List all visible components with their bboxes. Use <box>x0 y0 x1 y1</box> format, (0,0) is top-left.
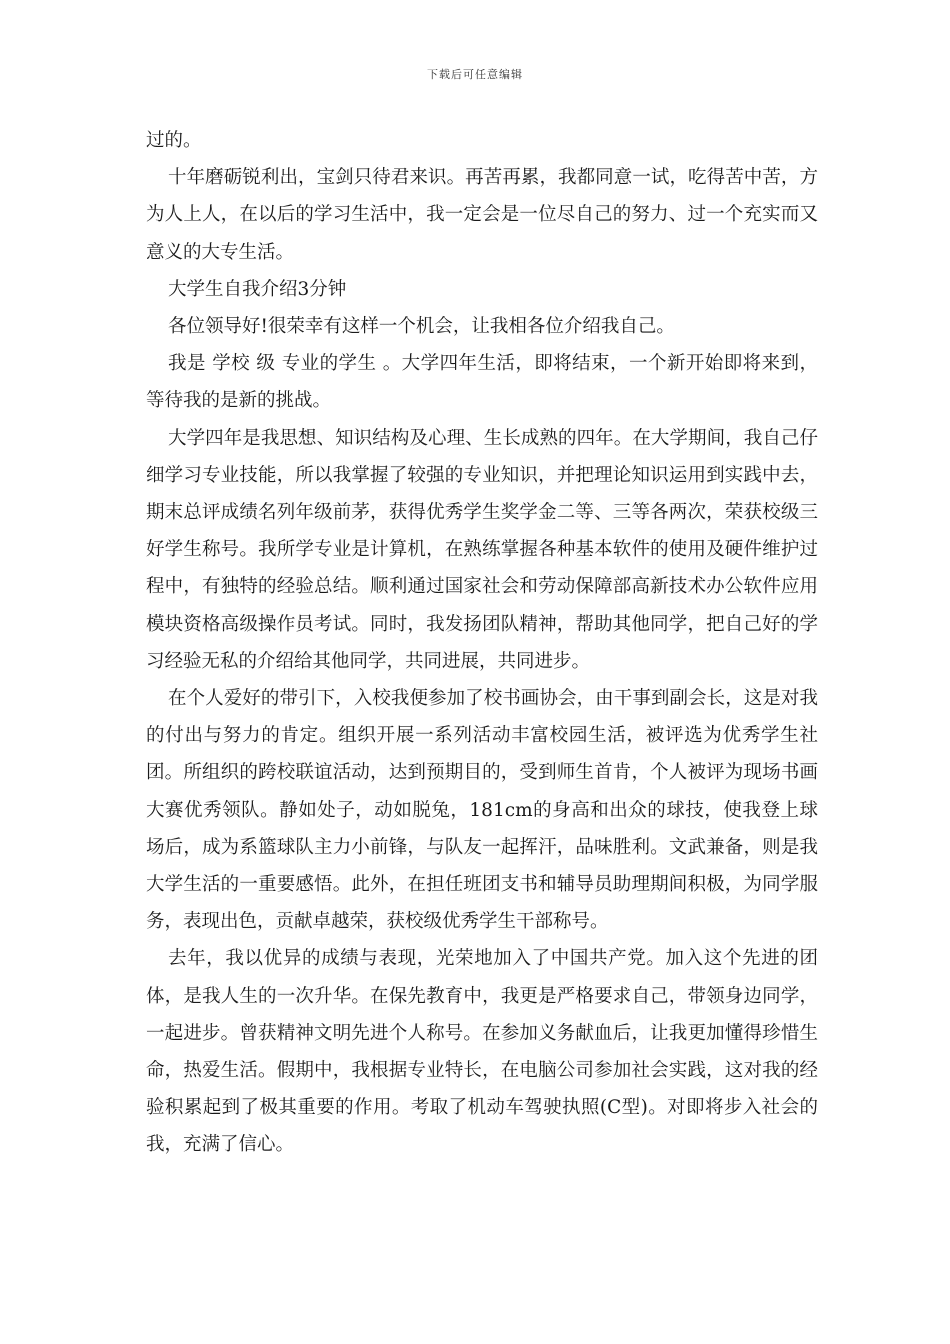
paragraph: 大学四年是我思想、知识结构及心理、生长成熟的四年。在大学期间，我自己仔细学习专业技能，所以我掌握了较强的专业知识，并把理论知识运用到实践中去，期末总评成绩名列年级前茅，获得优秀学生奖学金二等、三等各两次，荣获校级三好学生称号。我所学专业是计算机，在熟练掌握各种基本软件的使用及硬件维护过程中，有独特的经验总结。顺利通过国家社会和劳动保障部高新技术办公软件应用模块资格高级操作员考试。同时，我发扬团队精神，帮助其他同学，把自己好的学习经验无私的介绍给其他同学，共同进展，共同进步。 <box>146 427 818 672</box>
paragraph-continuation: 过的。 <box>146 130 202 151</box>
paragraph: 我是 学校 级 专业的学生 。大学四年生活，即将结束，一个新开始即将来到，等待我的是新的挑战。 <box>146 353 818 412</box>
paragraph: 去年，我以优异的成绩与表现，光荣地加入了中国共产党。加入这个先进的团体，是我人生的一次升华。在保先教育中，我更是严格要求自己，带领身边同学，一起进步。曾获精神文明先进个人称号。在参加义务献血后，让我更加懂得珍惜生命，热爱生活。假期中，我根据专业特长，在电脑公司参加社会实践，这对我的经验积累起到了极其重要的作用。考取了机动车驾驶执照(C型)。对即将步入社会的我，充满了信心。 <box>146 948 818 1156</box>
paragraph: 十年磨砺锐利出，宝剑只待君来识。再苦再累，我都同意一试，吃得苦中苦，方为人上人，在以后的学习生活中，我一定会是一位尽自己的努力、过一个充实而又意义的大专生活。 <box>146 167 818 263</box>
section-title: 大学生自我介绍3分钟 <box>168 278 347 300</box>
paragraph: 各位领导好!很荣幸有这样一个机会，让我相各位介绍我自己。 <box>168 316 675 338</box>
header-note: 下载后可任意编辑 <box>427 68 523 81</box>
document-body <box>146 122 818 1164</box>
paragraph: 在个人爱好的带引下，入校我便参加了校书画协会，由干事到副会长，这是对我的付出与努力的肯定。组织开展一系列活动丰富校园生活，被评选为优秀学生社团。所组织的跨校联谊活动，达到预期目的，受到师生首肯，个人被评为现场书画大赛优秀领队。静如处子，动如脱兔，181cm的身高和出众的球技，使我登上球场后，成为系篮球队主力小前锋，与队友一起挥汗，品味胜利。文武兼备，则是我大学生活的一重要感悟。此外，在担任班团支书和辅导员助理期间积极，为同学服务，表现出色，贡献卓越荣，获校级优秀学生干部称号。 <box>146 688 818 933</box>
